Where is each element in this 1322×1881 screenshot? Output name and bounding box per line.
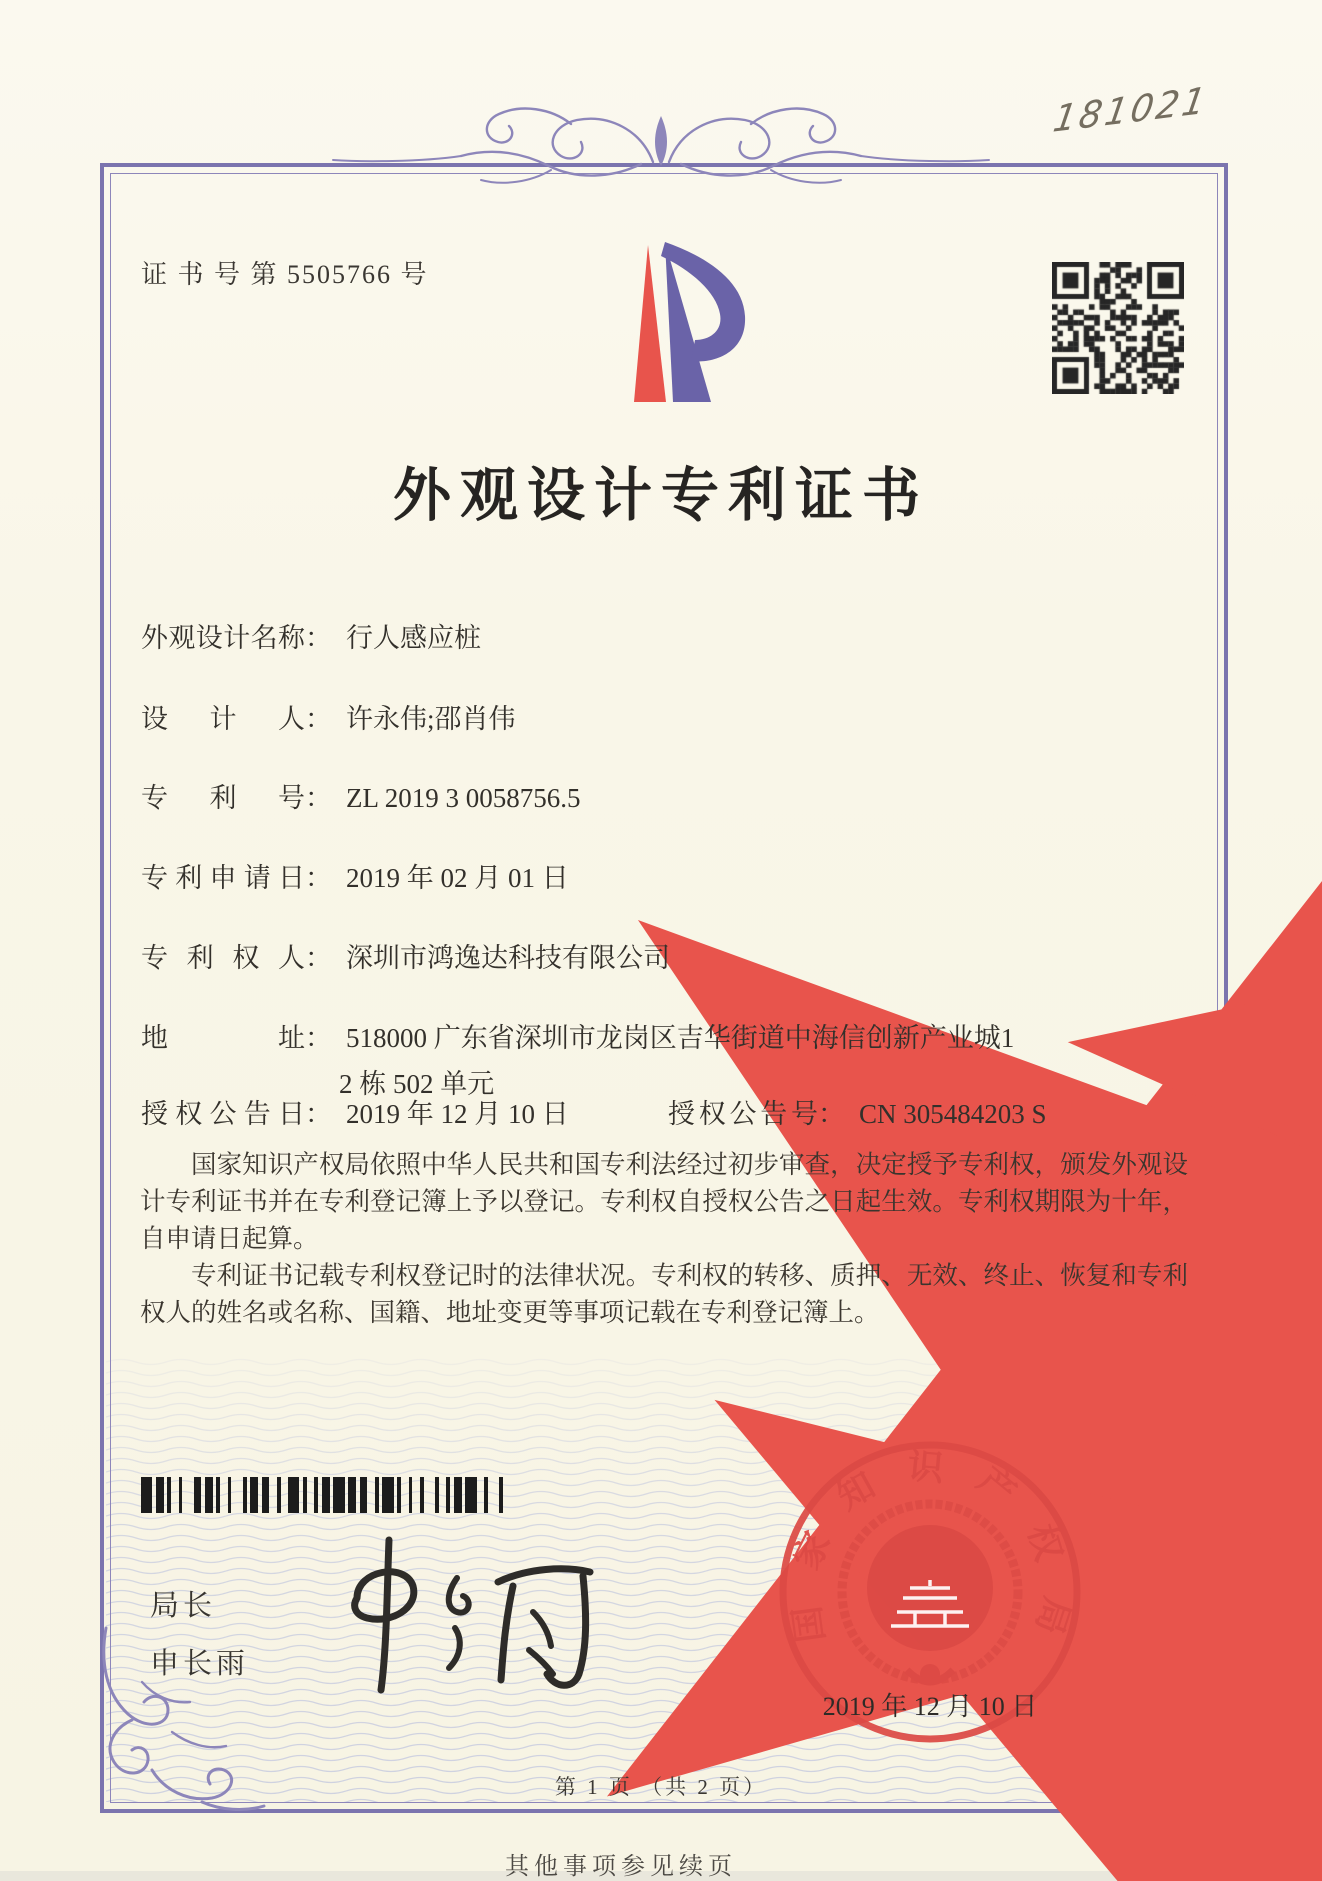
field-label: 专利号 — [141, 783, 305, 813]
field-patent-no — [141, 776, 580, 815]
colon: ： — [305, 704, 332, 734]
legal-text — [140, 1146, 1188, 1331]
field-patentee — [141, 936, 670, 975]
paragraph-grant: 国家知识产权局依照中华人民共和国专利法经过初步审查，决定授予专利权，颁发外观设计专利证书并在专利登记簿上予以登记。专利权自授权公告之日起生效。专利权期限为十年，自申请日起算。 — [140, 1150, 1188, 1253]
field-value: ZL 2019 3 0058756.5 — [346, 783, 581, 813]
certificate-number: 证 书 号 第 5505766 号 — [141, 260, 429, 289]
director-signature — [335, 1528, 595, 1713]
handwritten-note: 181021 — [1050, 79, 1212, 142]
field-label: 专利权人 — [141, 943, 305, 973]
field-grant-date — [141, 1092, 1047, 1131]
field-label: 授权公告日 — [141, 1099, 305, 1129]
field-designer — [141, 697, 516, 736]
field-label: 地址 — [141, 1023, 305, 1053]
director-title-label: 局长 — [150, 1590, 217, 1622]
field-filing-date — [141, 856, 569, 895]
field-grant-no — [668, 1092, 1047, 1131]
director-name: 申长雨 — [150, 1648, 250, 1680]
sipo-logo-icon — [553, 212, 787, 417]
field-value: 深圳市鸿逸达科技有限公司 — [346, 943, 670, 973]
qr-code — [1052, 262, 1184, 394]
certificate-title: 外观设计专利证书 — [392, 463, 929, 528]
colon: ： — [818, 1099, 845, 1129]
seal-text: 国家知识产权局 — [782, 1445, 1078, 1669]
field-value: 2019 年 12 月 10 日 — [346, 1099, 569, 1129]
colon: ： — [305, 943, 332, 973]
seal-date: 2019 年 12 月 10 日 — [822, 1692, 1038, 1721]
field-label: 外观设计名称 — [141, 623, 305, 653]
field-value: 行人感应桩 — [346, 623, 481, 653]
field-value-line2: 2 栋 502 单元 — [339, 1069, 495, 1099]
field-label: 授权公告号 — [668, 1099, 818, 1129]
field-design-name — [141, 616, 481, 655]
field-address — [141, 1016, 1014, 1101]
top-ornament — [331, 90, 991, 200]
field-value: 2019 年 02 月 01 日 — [346, 863, 569, 893]
colon: ： — [305, 1099, 332, 1129]
colon: ： — [305, 623, 332, 653]
field-label: 设计人 — [141, 704, 305, 734]
page-footer: 第 1 页 （共 2 页） — [554, 1775, 768, 1799]
field-value-line1: 518000 广东省深圳市龙岗区吉华街道中海信创新产业城1 — [346, 1023, 1015, 1053]
colon: ： — [305, 863, 332, 893]
field-label: 专利申请日 — [141, 863, 305, 893]
colon: ： — [305, 1023, 332, 1053]
field-value: CN 305484203 S — [859, 1099, 1047, 1129]
field-value: 许永伟;邵肖伟 — [346, 704, 516, 734]
paragraph-register: 专利证书记载专利权登记时的法律状况。专利权的转移、质押、无效、终止、恢复和专利权人的姓名或名称、国籍、地址变更等事项记载在专利登记簿上。 — [140, 1261, 1188, 1327]
barcode — [141, 1477, 503, 1513]
cutoff-text: 其他事项参见续页 — [505, 1854, 737, 1880]
colon: ： — [305, 783, 332, 813]
